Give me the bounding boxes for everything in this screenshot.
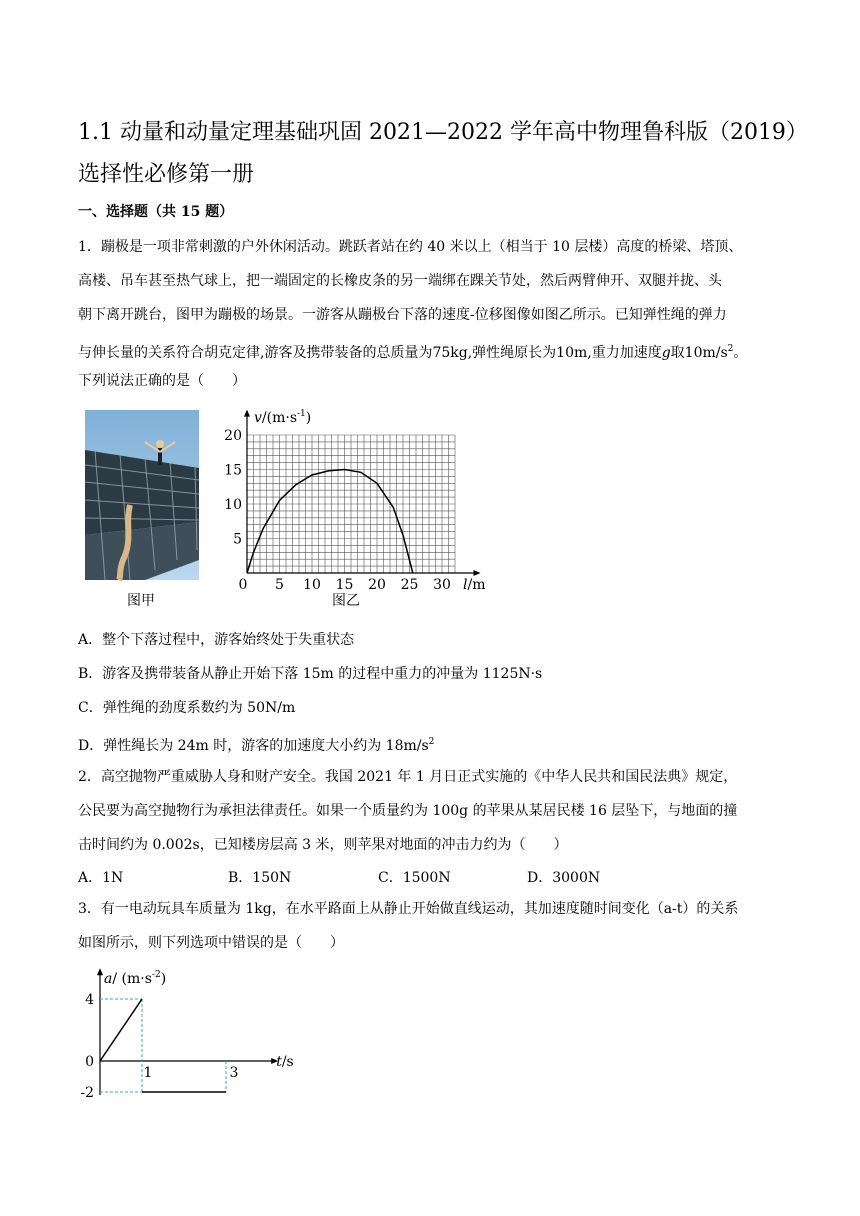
y-tick-label: 20 bbox=[224, 428, 242, 444]
q1-line-1: 1．蹦极是一项非常刺激的户外休闲活动。跳跃者站在约 40 米以上（相当于 10 层楼）高度的桥梁、塔顶、 bbox=[78, 239, 743, 255]
y-axis-arrow bbox=[244, 410, 250, 417]
x-axis-label: t/s bbox=[276, 1054, 294, 1070]
velocity-displacement-chart bbox=[222, 405, 492, 591]
superscript: 2 bbox=[428, 737, 435, 747]
y-axis-label: $v/(m\cdot s^{-1})$ bbox=[254, 409, 312, 426]
x-tick-label: 10 bbox=[303, 577, 321, 593]
y-tick-label: 0 bbox=[85, 1054, 94, 1070]
q1-option-d bbox=[78, 730, 434, 758]
x-tick-label: 30 bbox=[433, 577, 451, 593]
q1-line-3: 朝下离开跳台，图甲为蹦极的场景。一游客从蹦极台下落的速度-位移图像如图乙所示。已知弹性绳的弹力 bbox=[78, 307, 727, 323]
y-tick-label: 4 bbox=[85, 992, 94, 1008]
q1-line-4-text: 与伸长量的关系符合胡克定律,游客及携带装备的总质量为75kg,弹性绳原长为10m,重力加速度 bbox=[78, 345, 662, 361]
q1-option-c: C．弹性绳的劲度系数约为 50N/m bbox=[78, 700, 296, 716]
x-tick-label: 25 bbox=[400, 577, 419, 593]
figure-b-caption: 图乙 bbox=[332, 593, 360, 609]
q3-line-1: 3．有一电动玩具车质量为 1kg，在水平路面上从静止开始做直线运动，其加速度随时间变化（a-t）的关系 bbox=[78, 901, 739, 917]
q2-line-2: 公民要为高空抛物行为承担法律责任。如果一个质量约为 100g 的苹果从某居民楼 16 层坠下，与地面的撞 bbox=[78, 803, 738, 819]
q1-option-d-text: D．弹性绳长为 24m 时，游客的加速度大小约为 18m/s bbox=[78, 738, 429, 754]
q2-option-c: C．1500N bbox=[378, 870, 451, 886]
y-axis-arrow bbox=[97, 968, 103, 975]
q2-line-1: 2．高空抛物严重威胁人身和财产安全。我国 2021 年 1 月日正式实施的《中华人民共和国民法典》规定， bbox=[78, 769, 738, 785]
x-tick-label: 5 bbox=[275, 577, 284, 593]
q1-line-2: 高楼、吊车甚至热气球上，把一端固定的长橡皮条的另一端绑在踝关节处，然后两臂伸开、双腿并拢、头 bbox=[78, 273, 722, 289]
q2-line-3: 击时间约为 0.002s，已知楼房层高 3 米，则苹果对地面的冲击力约为（ ） bbox=[78, 837, 568, 853]
q1-option-a: A．整个下落过程中，游客始终处于失重状态 bbox=[78, 632, 355, 648]
q3-line-2: 如图所示，则下列选项中错误的是（ ） bbox=[78, 935, 344, 951]
y-axis-label: a/ $(m\cdot s^{-2})$ bbox=[104, 970, 167, 987]
acceleration-time-chart bbox=[72, 965, 294, 1110]
x-tick-label: 1 bbox=[143, 1065, 153, 1081]
x-tick-label: 0 bbox=[238, 577, 248, 593]
q1-line-5: 下列说法正确的是（ ） bbox=[78, 373, 246, 389]
bungee-photo bbox=[85, 410, 199, 580]
bungee-photo-image bbox=[85, 410, 199, 580]
velocity-curve bbox=[247, 470, 413, 574]
section-heading: 一、选择题（共 15 题） bbox=[78, 204, 234, 220]
q2-option-d: D．3000N bbox=[527, 870, 601, 886]
q1-line-4 bbox=[78, 334, 818, 368]
x-tick-label: 20 bbox=[368, 577, 386, 593]
figure-a-caption: 图甲 bbox=[127, 593, 155, 609]
acceleration-segment bbox=[100, 999, 142, 1061]
q1-line-4-end: 。 bbox=[733, 345, 748, 361]
q1-line-4-unit: 取10m/s bbox=[670, 345, 728, 361]
q2-option-b: B．150N bbox=[228, 870, 292, 886]
y-tick-label: 5 bbox=[233, 531, 242, 548]
gravity-symbol: g bbox=[661, 345, 671, 361]
x-axis-label: l/m bbox=[463, 577, 486, 593]
y-tick-label: -2 bbox=[80, 1085, 94, 1101]
x-axis-arrow bbox=[474, 570, 481, 576]
y-tick-label: 10 bbox=[224, 497, 242, 513]
x-tick-label: 15 bbox=[335, 577, 354, 593]
q2-option-a: A．1N bbox=[78, 870, 124, 886]
q1-option-b: B．游客及携带装备从静止开始下落 15m 的过程中重力的冲量为 1125N·s bbox=[78, 666, 543, 682]
superscript: 2 bbox=[727, 344, 734, 354]
page-title: 1.1 动量和动量定理基础巩固 2021—2022 学年高中物理鲁科版（2019）选择性必修第一册 bbox=[78, 120, 797, 187]
x-tick-label: 3 bbox=[229, 1065, 239, 1081]
y-tick-label: 15 bbox=[224, 462, 242, 479]
